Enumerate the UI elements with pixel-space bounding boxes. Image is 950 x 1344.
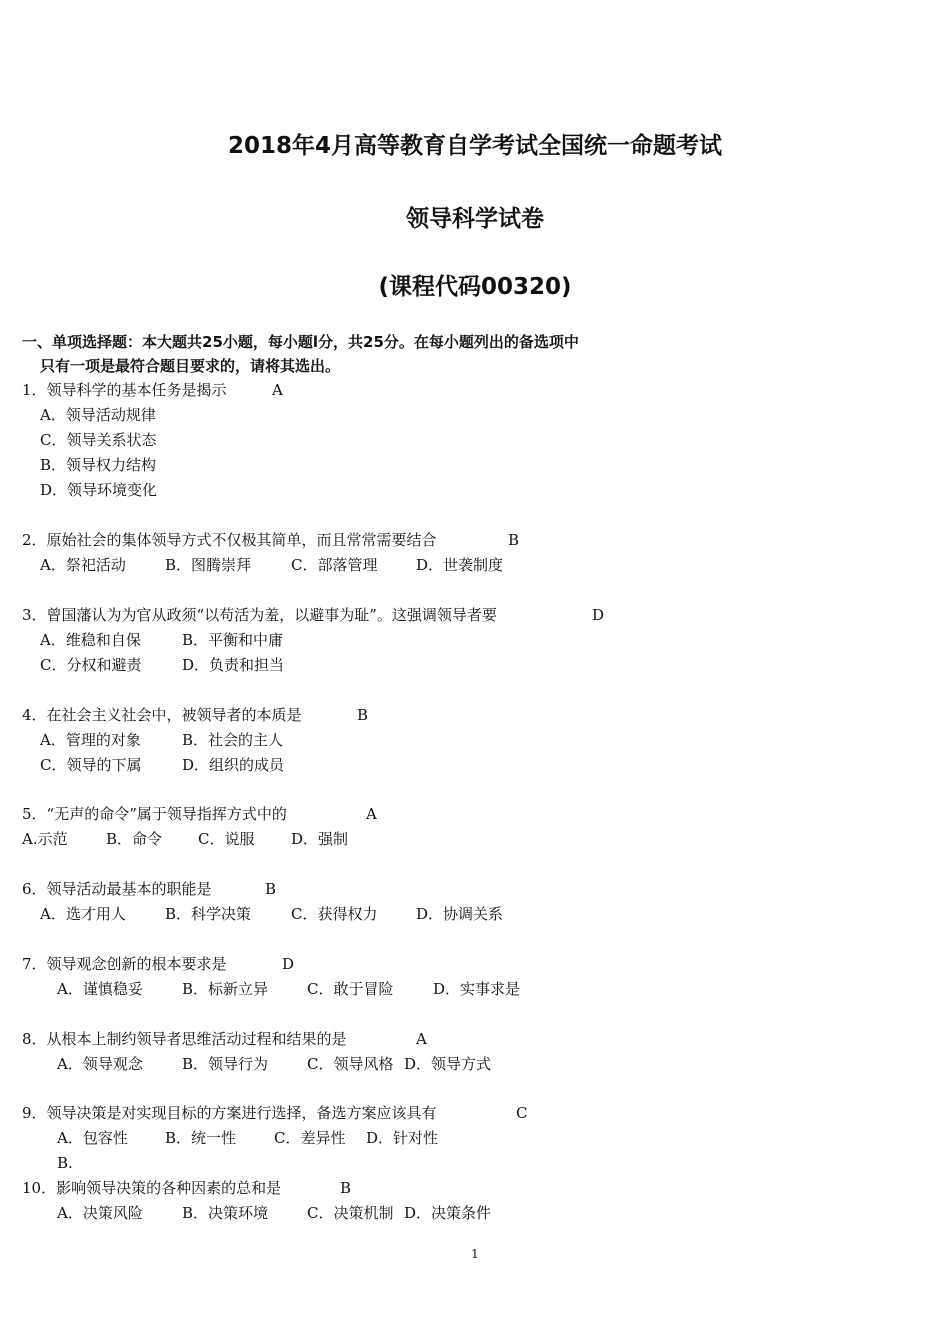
answer-key: A: [272, 381, 283, 399]
option: B．领导权力结构: [40, 456, 157, 474]
page-number: 1: [471, 1247, 479, 1261]
option: A．谨慎稳妥: [57, 980, 143, 998]
answer-key: D: [592, 606, 605, 624]
option: D．针对性: [366, 1129, 439, 1147]
option: A.示范: [22, 830, 68, 848]
option: B．平衡和中庸: [182, 631, 284, 649]
question-stem: 6．领导活动最基本的职能是: [22, 880, 212, 898]
option: B．图腾崇拜: [165, 556, 252, 574]
course-code: (课程代码00320): [378, 274, 572, 300]
option: C．决策机制: [307, 1204, 394, 1222]
question-stem: 8．从根本上制约领导者思维活动过程和结果的是: [22, 1030, 347, 1048]
option: A．选才用人: [40, 905, 126, 923]
stray-text: B.: [57, 1154, 73, 1172]
option: B．决策环境: [182, 1204, 269, 1222]
option: C．分权和避责: [40, 656, 142, 674]
question-stem: 5．“无声的命令”属于领导指挥方式中的: [22, 805, 287, 823]
option: C．领导的下属: [40, 756, 142, 774]
option: D．强制: [291, 830, 349, 848]
option: C．敢于冒险: [307, 980, 394, 998]
answer-key: B: [265, 880, 277, 898]
option: B．命令: [106, 830, 163, 848]
option: C．领导风格: [307, 1055, 394, 1073]
option: C．获得权力: [291, 905, 378, 923]
option: B．标新立异: [182, 980, 269, 998]
option: B．科学决策: [165, 905, 252, 923]
option: A．领导观念: [57, 1055, 143, 1073]
option: A．包容性: [57, 1129, 128, 1147]
option: C．差异性: [274, 1129, 346, 1147]
option: B．统一性: [165, 1129, 237, 1147]
question-stem: 4．在社会主义社会中，被领导者的本质是: [22, 706, 302, 724]
option: A．决策风险: [57, 1204, 143, 1222]
answer-key: B: [340, 1179, 352, 1197]
question-stem: 2．原始社会的集体领导方式不仅极其简单，而且常常需要结合: [22, 531, 437, 549]
question-stem: 7．领导观念创新的根本要求是: [22, 955, 227, 973]
answer-key: B: [357, 706, 369, 724]
option: C．部落管理: [291, 556, 378, 574]
option: D．领导方式: [404, 1055, 492, 1073]
option: C．领导关系状态: [40, 431, 157, 449]
answer-key: D: [282, 955, 295, 973]
option: D．领导环境变化: [40, 481, 158, 499]
option: A．维稳和自保: [40, 631, 141, 649]
exam-title: 2018年4月高等教育自学考试全国统一命题考试: [227, 133, 723, 159]
option: B．社会的主人: [182, 731, 284, 749]
answer-key: C: [516, 1104, 528, 1122]
option: D．协调关系: [416, 905, 504, 923]
question-stem: 1．领导科学的基本任务是揭示: [22, 381, 227, 399]
answer-key: A: [366, 805, 377, 823]
question-stem: 10．影响领导决策的各种因素的总和是: [22, 1179, 282, 1197]
question-stem: 3．曾国藩认为为官从政须“以苟活为羞，以避事为耻”。这强调领导者要: [22, 606, 497, 624]
option: D．决策条件: [404, 1204, 492, 1222]
option: D．世袭制度: [416, 556, 504, 574]
paper-subtitle: 领导科学试卷: [406, 206, 544, 232]
option: B．领导行为: [182, 1055, 269, 1073]
answer-key: A: [416, 1030, 427, 1048]
answer-key: B: [508, 531, 520, 549]
option: D．实事求是: [433, 980, 521, 998]
option: A．管理的对象: [40, 731, 141, 749]
option: D．负责和担当: [182, 656, 285, 674]
option: A．领导活动规律: [40, 406, 156, 424]
option: C．说服: [198, 830, 255, 848]
section-heading: 一、单项选择题：本大题共25小题，每小题l分，共25分。在每小题列出的备选项中: [22, 333, 579, 351]
option: A．祭祀活动: [40, 556, 126, 574]
section-heading-continued: 只有一项是最符合题目要求的，请将其选出。: [40, 357, 341, 375]
question-stem: 9．领导决策是对实现目标的方案进行选择，备选方案应该具有: [22, 1104, 437, 1122]
option: D．组织的成员: [182, 756, 285, 774]
